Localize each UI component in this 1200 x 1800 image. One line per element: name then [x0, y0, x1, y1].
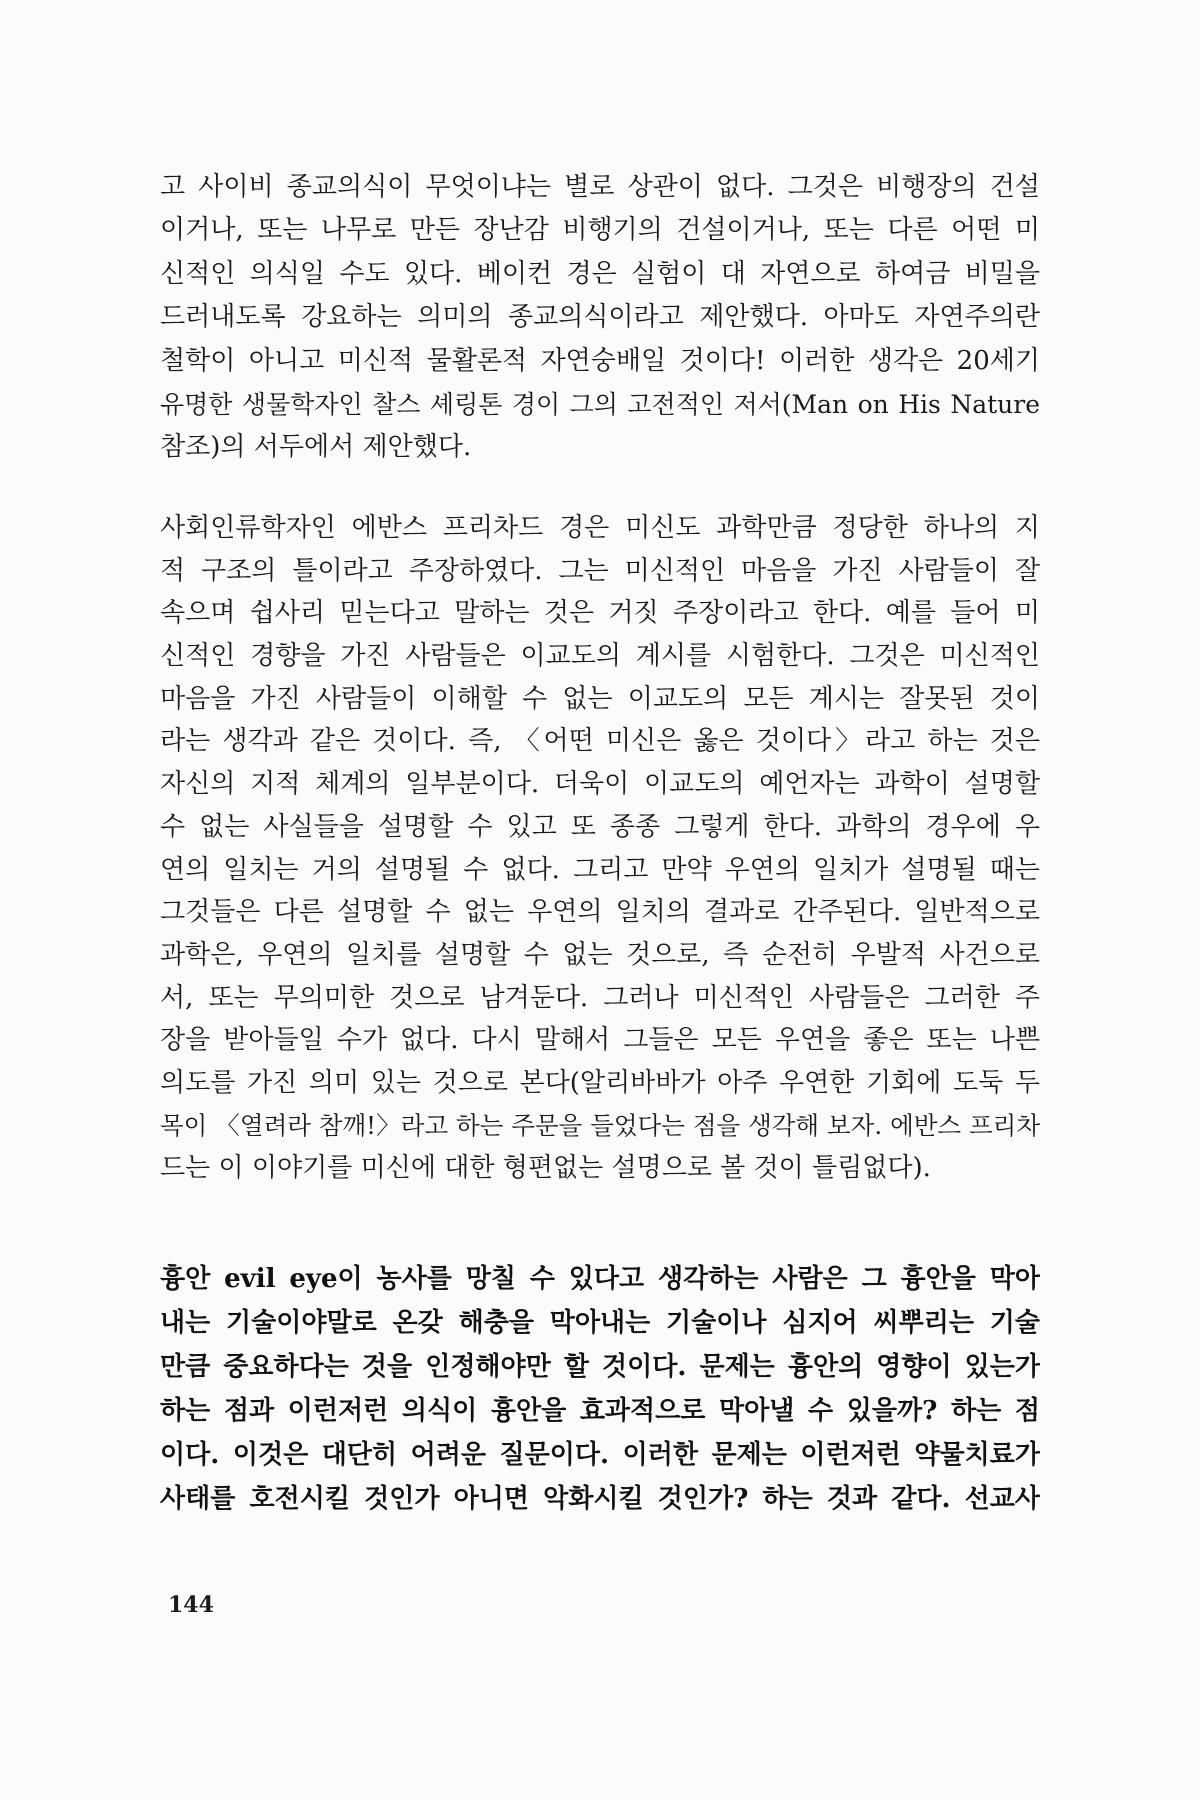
- text-line: 과학은, 우연의 일치를 설명할 수 없는 것으로, 즉 순전히 우발적 사건으로: [160, 939, 1040, 970]
- text-line: 흉안 evil eye이 농사를 망칠 수 있다고 생각하는 사람은 그 흉안을 막아: [160, 1264, 1040, 1294]
- text-line: 마음을 가진 사람들이 이해할 수 없는 이교도의 모든 계시는 잘못된 것이: [160, 683, 1040, 714]
- text-line: 서, 또는 무의미한 것으로 남겨둔다. 그러나 미신적인 사람들은 그러한 주: [160, 982, 1040, 1013]
- text-line: 고 사이비 종교의식이 무엇이냐는 별로 상관이 없다. 그것은 비행장의 건설: [160, 172, 1040, 202]
- text-line: 사회인류학자인 에반스 프리차드 경은 미신도 과학만큼 정당한 하나의 지: [160, 513, 1040, 543]
- text-line: 의도를 가진 의미 있는 것으로 본다(알리바바가 아주 우연한 기회에 도둑 두: [160, 1067, 1040, 1098]
- text-line: 라는 생각과 같은 것이다. 즉, 〈어떤 미신은 옳은 것이다〉라고 하는 것은: [160, 726, 1040, 757]
- text-line: 참조)의 서두에서 제안했다.: [160, 432, 472, 463]
- text-line: 이다. 이것은 대단히 어려운 질문이다. 이러한 문제는 이런저런 약물치료가: [160, 1440, 1040, 1470]
- paragraph-2: [160, 507, 1040, 1190]
- paragraph-3: [160, 1257, 1040, 1521]
- text-line: 드러내도록 강요하는 의미의 종교의식이라고 제안했다. 아마도 자연주의란: [160, 302, 1040, 333]
- paragraph-1: [160, 166, 1040, 470]
- text-line: 목이 〈열려라 참깨!〉라고 하는 주문을 들었다는 점을 생각해 보자. 에반스 프리차: [160, 1110, 1040, 1140]
- text-line: 신적인 경향을 가진 사람들은 이교도의 계시를 시험한다. 그것은 미신적인: [160, 641, 1040, 672]
- page-number: 144: [168, 1592, 214, 1618]
- text-line: 신적인 의식일 수도 있다. 베이컨 경은 실험이 대 자연으로 하여금 비밀을: [160, 258, 1040, 289]
- text-line: 수 없는 사실들을 설명할 수 있고 또 종종 그렇게 한다. 과학의 경우에 우: [160, 811, 1040, 842]
- text-line: 이거나, 또는 나무로 만든 장난감 비행기의 건설이거나, 또는 다른 어떤 미: [160, 215, 1040, 246]
- text-line: 적 구조의 틀이라고 주장하였다. 그는 미신적인 마음을 가진 사람들이 잘: [160, 555, 1040, 586]
- text-line: 연의 일치는 거의 설명될 수 없다. 그리고 만약 우연의 일치가 설명될 때는: [160, 854, 1040, 885]
- text-line: 유명한 생물학자인 찰스 셰링톤 경이 그의 고전적인 저서(Man on His Nature: [160, 389, 1040, 419]
- text-line: 드는 이 이야기를 미신에 대한 형편없는 설명으로 볼 것이 틀림없다).: [160, 1153, 931, 1184]
- text-line: 자신의 지적 체계의 일부분이다. 더욱이 이교도의 예언자는 과학이 설명할: [160, 769, 1040, 800]
- text-line: 철학이 아니고 미신적 물활론적 자연숭배일 것이다! 이러한 생각은 20세기: [160, 345, 1040, 376]
- text-line: 내는 기술이야말로 온갖 해충을 막아내는 기술이나 심지어 씨뿌리는 기술: [160, 1308, 1040, 1338]
- text-line: 장을 받아들일 수가 없다. 다시 말해서 그들은 모든 우연을 좋은 또는 나쁜: [160, 1025, 1040, 1056]
- text-line: 속으며 쉽사리 믿는다고 말하는 것은 거짓 주장이라고 한다. 예를 들어 미: [160, 598, 1040, 629]
- text-line: 그것들은 다른 설명할 수 없는 우연의 일치의 결과로 간주된다. 일반적으로: [160, 897, 1040, 928]
- text-line: 하는 점과 이런저런 의식이 흉안을 효과적으로 막아낼 수 있을까? 하는 점: [160, 1396, 1040, 1426]
- text-line: 사태를 호전시킬 것인가 아니면 악화시킬 것인가? 하는 것과 같다. 선교사: [160, 1484, 1040, 1514]
- text-line: 만큼 중요하다는 것을 인정해야만 할 것이다. 문제는 흉안의 영향이 있는가: [160, 1352, 1040, 1382]
